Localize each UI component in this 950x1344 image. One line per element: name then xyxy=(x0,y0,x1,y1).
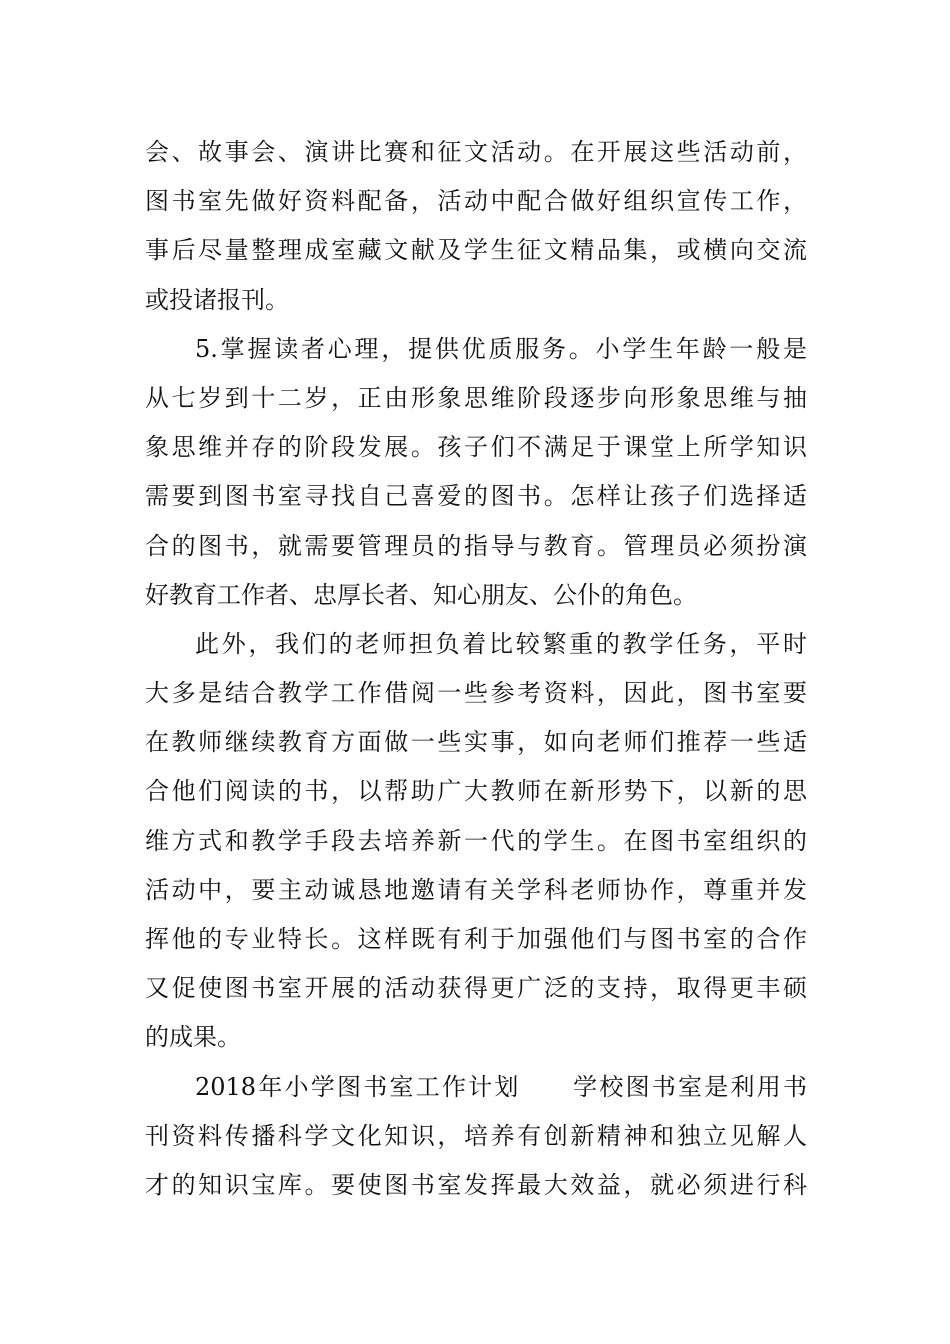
text-line: 活动中，要主动诚恳地邀请有关学科老师协作，尊重并发 xyxy=(145,875,807,904)
text-line: 好教育工作者、忠厚长者、知心朋友、公仆的角色。 xyxy=(145,580,697,609)
text-line: 此外，我们的老师担负着比较繁重的教学任务，平时 xyxy=(195,629,807,658)
text-line: 事后尽量整理成室藏文献及学生征文精品集，或横向交流 xyxy=(145,236,807,265)
text-line: 图书室先做好资料配备，活动中配合做好组织宣传工作， xyxy=(145,187,807,216)
text-line: 在教师继续教育方面做一些实事，如向老师们推荐一些适 xyxy=(145,728,807,757)
text-line: 会、故事会、演讲比赛和征文活动。在开展这些活动前， xyxy=(145,138,807,166)
text-line: 维方式和教学手段去培养新一代的学生。在图书室组织的 xyxy=(145,826,807,855)
text-line: 2018年小学图书室工作计划 学校图书室是利用书 xyxy=(195,1072,807,1101)
text-line: 需要到图书室寻找自己喜爱的图书。怎样让孩子们选择适 xyxy=(145,482,807,511)
text-line: 才的知识宝库。要使图书室发挥最大效益，就必须进行科 xyxy=(145,1170,807,1199)
text-line: 或投诸报刊。 xyxy=(145,285,289,314)
text-line: 挥他的专业特长。这样既有利于加强他们与图书室的合作 xyxy=(145,925,807,953)
text-line: 大多是结合教学工作借阅一些参考资料，因此，图书室要 xyxy=(145,679,807,708)
body-text xyxy=(145,128,807,1210)
text-line: 5.掌握读者心理，提供优质服务。小学生年龄一般是 xyxy=(195,334,807,363)
text-line: 又促使图书室开展的活动获得更广泛的支持，取得更丰硕 xyxy=(145,974,807,1003)
text-line: 的成果。 xyxy=(145,1023,241,1052)
text-line: 刊资料传播科学文化知识，培养有创新精神和独立见解人 xyxy=(145,1121,807,1150)
text-line: 象思维并存的阶段发展。孩子们不满足于课堂上所学知识 xyxy=(145,433,807,462)
text-line: 合他们阅读的书，以帮助广大教师在新形势下，以新的思 xyxy=(145,777,807,806)
text-line: 合的图书，就需要管理员的指导与教育。管理员必须扮演 xyxy=(145,531,807,560)
text-line: 从七岁到十二岁，正由形象思维阶段逐步向形象思维与抽 xyxy=(145,383,807,412)
